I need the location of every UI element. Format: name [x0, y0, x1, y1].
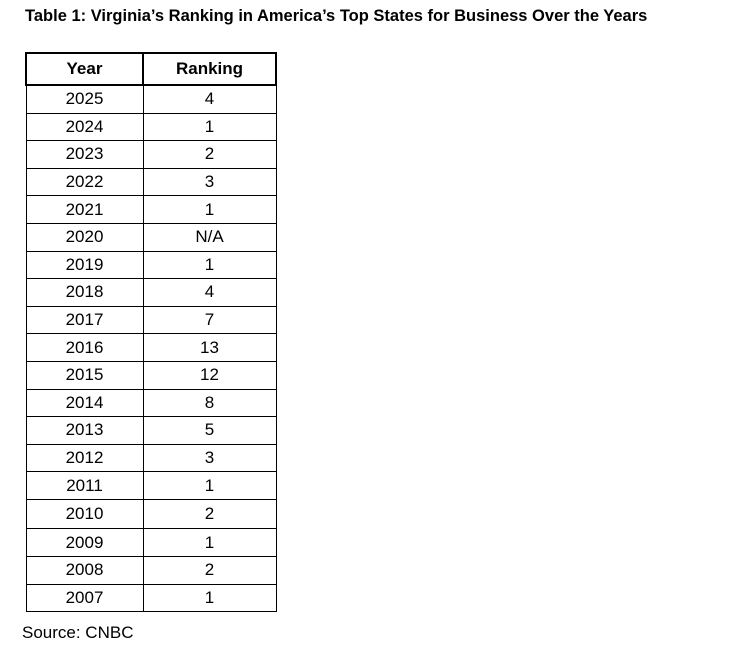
year-cell: 2013 [26, 417, 143, 445]
year-cell: 2018 [26, 279, 143, 307]
year-cell: 2009 [26, 529, 143, 557]
table-row [26, 389, 276, 417]
table-row [26, 85, 276, 113]
table-row [26, 141, 276, 169]
table-row [26, 196, 276, 224]
ranking-cell: 1 [143, 113, 276, 141]
ranking-cell: 2 [143, 499, 276, 529]
ranking-cell: 2 [143, 141, 276, 169]
ranking-cell: 8 [143, 389, 276, 417]
table-row [26, 417, 276, 445]
year-cell: 2023 [26, 141, 143, 169]
table-row [26, 529, 276, 557]
ranking-column-header: Ranking [143, 53, 276, 85]
ranking-cell: 1 [143, 251, 276, 279]
table-row [26, 306, 276, 334]
year-cell: 2022 [26, 168, 143, 196]
year-cell: 2017 [26, 306, 143, 334]
year-cell: 2021 [26, 196, 143, 224]
year-cell: 2020 [26, 223, 143, 251]
ranking-cell: 12 [143, 361, 276, 389]
table-row [26, 223, 276, 251]
table-row [26, 557, 276, 585]
table-row [26, 168, 276, 196]
ranking-cell: 1 [143, 472, 276, 500]
year-cell: 2015 [26, 361, 143, 389]
table-row [26, 444, 276, 472]
table-row [26, 113, 276, 141]
ranking-cell: 2 [143, 557, 276, 585]
year-cell: 2008 [26, 557, 143, 585]
table-title: Table 1: Virginia’s Ranking in America’s Top States for Business Over the Years [25, 7, 648, 25]
year-cell: 2016 [26, 334, 143, 362]
ranking-cell: 13 [143, 334, 276, 362]
ranking-cell: 4 [143, 85, 276, 113]
ranking-cell: 1 [143, 196, 276, 224]
ranking-cell: 1 [143, 584, 276, 612]
table-row [26, 361, 276, 389]
table-body [26, 85, 276, 612]
table-row [26, 251, 276, 279]
year-cell: 2014 [26, 389, 143, 417]
table-row [26, 334, 276, 362]
year-cell: 2010 [26, 499, 143, 529]
year-column-header: Year [26, 53, 143, 85]
ranking-cell: 4 [143, 279, 276, 307]
ranking-cell: N/A [143, 223, 276, 251]
year-cell: 2012 [26, 444, 143, 472]
year-cell: 2019 [26, 251, 143, 279]
table-header [26, 53, 276, 85]
ranking-cell: 5 [143, 417, 276, 445]
source-note: Source: CNBC [22, 623, 134, 642]
year-cell: 2007 [26, 584, 143, 612]
header-row [26, 53, 276, 85]
year-cell: 2024 [26, 113, 143, 141]
ranking-table [25, 52, 277, 612]
ranking-cell: 3 [143, 168, 276, 196]
table-row [26, 499, 276, 529]
ranking-cell: 7 [143, 306, 276, 334]
year-cell: 2011 [26, 472, 143, 500]
table-row [26, 279, 276, 307]
table-row [26, 584, 276, 612]
year-cell: 2025 [26, 85, 143, 113]
ranking-cell: 1 [143, 529, 276, 557]
table-row [26, 472, 276, 500]
ranking-cell: 3 [143, 444, 276, 472]
